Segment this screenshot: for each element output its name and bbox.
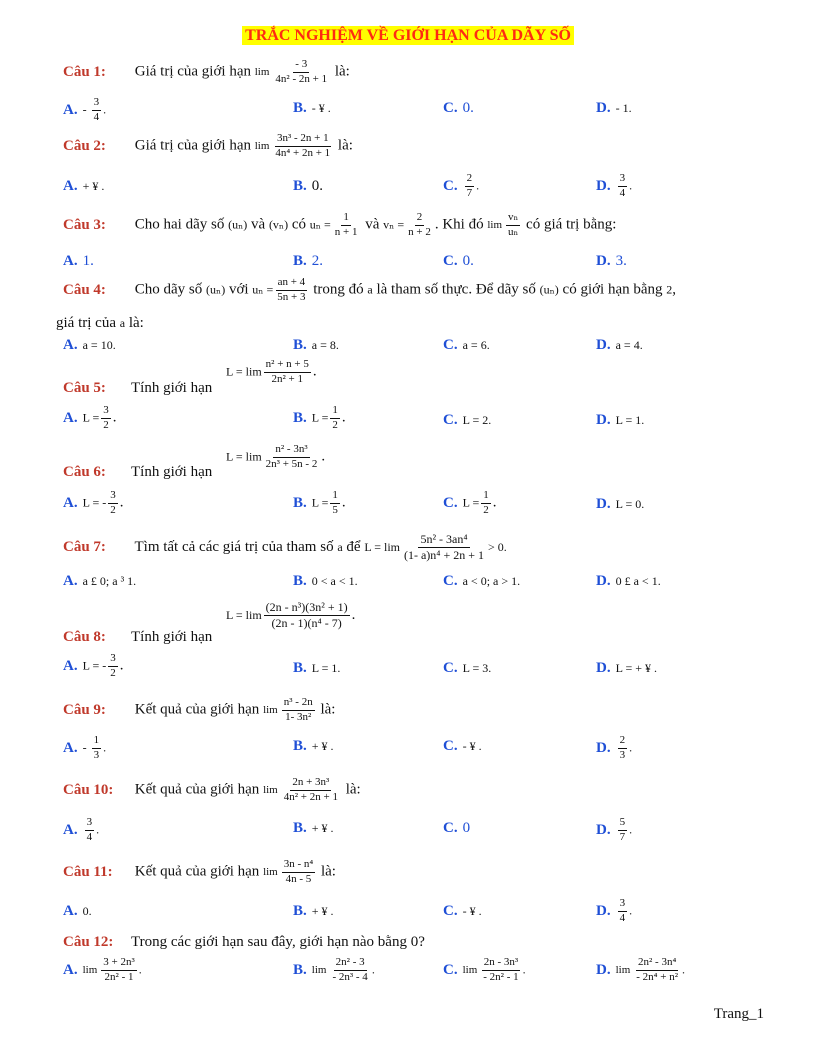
q4-option-b[interactable]: B. a = 8. (293, 337, 339, 353)
page-number: Trang_1 (713, 1006, 764, 1022)
q2-option-d[interactable]: D. $\frac{3}{4}$ . (596, 172, 633, 199)
question-12: Câu 12: Trong các giới hạn sau đây, giới hạn nào bằng 0? (63, 934, 425, 950)
q2-option-a[interactable]: A. + ¥ . (63, 178, 105, 194)
question-5: Câu 5: Tính giới hạn (63, 380, 213, 396)
question-10: Câu 10: Kết quả của giới hạn lim $\frac{\text{2n + 3n³}}{\text{4n² + 2n + 1}}$ là: (63, 776, 361, 803)
q11-option-c[interactable]: C. - ¥ . (443, 903, 482, 919)
question-2: Câu 2: Giá trị của giới hạn lim $\frac{\text{3n³ - 2n + 1}}{\text{4n⁴ + 2n + 1}}$ là: (63, 132, 353, 159)
page-title: TRẮC NGHIỆM VỀ GIỚI HẠN CỦA DÃY SỐ (0, 27, 816, 45)
q3-option-a[interactable]: A. 1. (63, 253, 94, 269)
question-1: Câu 1: Giá trị của giới hạn lim $\frac{- 3}{\text{4n² - 2n + 1}}$ là: (63, 58, 350, 85)
q7-option-b[interactable]: B. 0 < a < 1. (293, 573, 358, 589)
question-4: Câu 4: Cho dãy số (uₙ) với uₙ = $\frac{an + 4}{5n + 3}$ trong đó a là tham số thực. Để dãy số (uₙ) có giới hạn bằng 2, (63, 276, 677, 303)
q6-option-c[interactable]: C. L = $\frac{1}{2}$ . (443, 489, 497, 516)
q5-formula: L = lim $\frac{\text{n² + n + 5}}{\text{2n² + 1}}$ . (226, 358, 317, 385)
q4-option-a[interactable]: A. a = 10. (63, 337, 116, 353)
q10-option-c[interactable]: C. 0 (443, 820, 471, 836)
q5-option-a[interactable]: A. L = $\frac{3}{2}$ . (63, 404, 117, 431)
question-9: Câu 9: Kết quả của giới hạn lim $\frac{\text{n³ - 2n}}{\text{1- 3n²}}$ là: (63, 696, 336, 723)
q7-option-c[interactable]: C. a < 0; a > 1. (443, 573, 521, 589)
q4-option-c[interactable]: C. a = 6. (443, 337, 490, 353)
q5-option-d[interactable]: D. L = 1. (596, 412, 645, 428)
q1-option-b[interactable]: B. - ¥ . (293, 100, 331, 116)
q7-option-d[interactable]: D. 0 £ a < 1. (596, 573, 661, 589)
q2-limit-fraction: $\frac{\text{3n³ - 2n + 1}}{\text{4n⁴ + 2n + 1}}$ (275, 132, 331, 159)
q11-option-b[interactable]: B. + ¥ . (293, 903, 334, 919)
q11-option-a[interactable]: A. 0. (63, 903, 92, 919)
q6-option-a[interactable]: A. L = - $\frac{3}{2}$ . (63, 489, 124, 516)
q12-option-b[interactable]: B. lim $\frac{\text{2n² - 3}}{\text{- 2n³ - 4}}$ . (293, 956, 375, 983)
question-8: Câu 8: Tính giới hạn (63, 629, 213, 645)
q8-option-b[interactable]: B. L = 1. (293, 660, 341, 676)
q8-formula: L = lim $\frac{\text{(2n - n³)(3n² + 1)}}{\text{(2n - 1)(n⁴ - 7)}}$ . (226, 600, 356, 630)
q1-option-c[interactable]: C. 0. (443, 100, 474, 116)
q3-option-c[interactable]: C. 0. (443, 253, 474, 269)
q9-option-d[interactable]: D. $\frac{2}{3}$ . (596, 734, 633, 761)
q6-option-b[interactable]: B. L = $\frac{1}{5}$ . (293, 489, 346, 516)
question-4-continued: giá trị của a là: (56, 315, 144, 331)
q3-option-b[interactable]: B. 2. (293, 253, 324, 269)
q9-option-c[interactable]: C. - ¥ . (443, 738, 482, 754)
question-7: Câu 7: Tìm tất cả các giá trị của tham số a để L = lim $\frac{\text{5n² - 3an⁴}}{\text{(1- a)n⁴ + 2n + 1}}$ > 0. (63, 532, 507, 562)
q1-option-d[interactable]: D. - 1. (596, 100, 632, 116)
q2-option-c[interactable]: C. $\frac{2}{7}$ . (443, 172, 480, 199)
q10-option-d[interactable]: D. $\frac{5}{7}$ . (596, 816, 633, 843)
q10-option-a[interactable]: A. $\frac{3}{4}$ . (63, 816, 100, 843)
q10-option-b[interactable]: B. + ¥ . (293, 820, 334, 836)
q6-formula: L = lim $\frac{\text{n² - 3n³}}{\text{2n³ + 5n - 2}}$ . (226, 443, 326, 470)
q11-option-d[interactable]: D. $\frac{3}{4}$ . (596, 897, 633, 924)
q1-limit-fraction: $\frac{- 3}{\text{4n² - 2n + 1}}$ (275, 58, 328, 85)
question-3: Câu 3: Cho hai dãy số (uₙ) và (vₙ) có uₙ = $\frac{1}{n + 1}$ và vₙ = $\frac{2}{n + 2}$ . Khi đó lim $\frac{\text{vₙ}}{\text{uₙ}}$ có giá trị bằng: (63, 211, 617, 238)
q2-option-b[interactable]: B. 0. (293, 178, 324, 194)
q3-option-d[interactable]: D. 3. (596, 253, 627, 269)
q12-option-a[interactable]: A. lim $\frac{\text{3 + 2n³}}{\text{2n² - 1}}$ . (63, 956, 142, 983)
q7-option-a[interactable]: A. a £ 0; a ³ 1. (63, 573, 137, 589)
q12-option-d[interactable]: D. lim $\frac{\text{2n² - 3n⁴}}{\text{- 2n⁴ + n²}}$ . (596, 956, 686, 983)
question-11: Câu 11: Kết quả của giới hạn lim $\frac{\text{3n - n⁴}}{4n - 5}$ là: (63, 858, 336, 885)
q4-option-d[interactable]: D. a = 4. (596, 337, 643, 353)
q9-option-b[interactable]: B. + ¥ . (293, 738, 334, 754)
q8-option-c[interactable]: C. L = 3. (443, 660, 492, 676)
q5-option-b[interactable]: B. L = $\frac{1}{2}$ . (293, 404, 346, 431)
q5-option-c[interactable]: C. L = 2. (443, 412, 492, 428)
q6-option-d[interactable]: D. L = 0. (596, 496, 645, 512)
q1-option-a[interactable]: A. - $\frac{3}{4}$ . (63, 96, 107, 123)
question-6: Câu 6: Tính giới hạn (63, 464, 213, 480)
q9-option-a[interactable]: A. - $\frac{1}{3}$ . (63, 734, 107, 761)
q8-option-a[interactable]: A. L = - $\frac{3}{2}$ . (63, 652, 124, 679)
q12-option-c[interactable]: C. lim $\frac{\text{2n - 3n³}}{\text{- 2n² - 1}}$ . (443, 956, 526, 983)
q8-option-d[interactable]: D. L = + ¥ . (596, 660, 658, 676)
